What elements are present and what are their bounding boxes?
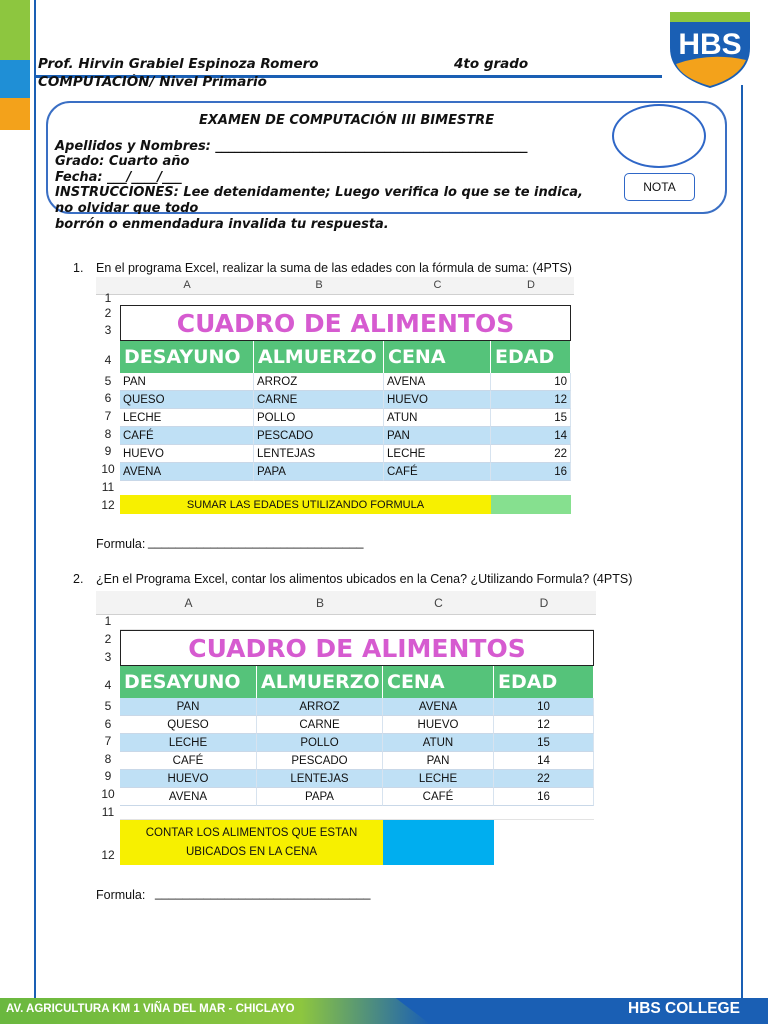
instructions-line-3: borrón o enmendadura invalida tu respuesta. bbox=[55, 217, 389, 232]
row-num: 10 bbox=[101, 462, 115, 476]
subject-label: COMPUTACIÓN/ Nivel Primario bbox=[38, 74, 267, 87]
answer-cell[interactable] bbox=[383, 820, 494, 865]
row-num: 5 bbox=[104, 699, 112, 713]
table-cell: POLLO bbox=[257, 734, 383, 752]
table-cell: 16 bbox=[494, 788, 594, 806]
task-line-1: CONTAR LOS ALIMENTOS QUE ESTAN bbox=[145, 826, 358, 839]
table-cell: 22 bbox=[491, 445, 571, 463]
row-num: 3 bbox=[104, 323, 112, 337]
table-cell: CARNE bbox=[254, 391, 384, 409]
table-cell: QUESO bbox=[120, 391, 254, 409]
table-cell: AVENA bbox=[120, 788, 257, 806]
col-header-c: C bbox=[433, 279, 442, 291]
row-num: 11 bbox=[101, 480, 115, 494]
table-cell: LECHE bbox=[120, 409, 254, 427]
row-num: 9 bbox=[104, 769, 112, 783]
row-num: 9 bbox=[104, 444, 112, 458]
table-cell: PAN bbox=[383, 752, 494, 770]
header-almuerzo: ALMUERZO bbox=[257, 666, 383, 698]
table-cell: 12 bbox=[494, 716, 594, 734]
footer-address: AV. AGRICULTURA KM 1 VIÑA DEL MAR - CHICLAYO bbox=[6, 1003, 295, 1015]
table-cell: HUEVO bbox=[120, 770, 257, 788]
table-cell: 15 bbox=[491, 409, 571, 427]
table-cell: 10 bbox=[494, 698, 594, 716]
q1-text: En el programa Excel, realizar la suma de las edades con la fórmula de suma: (4PTS) bbox=[96, 261, 572, 275]
table-cell: CARNE bbox=[257, 716, 383, 734]
q2-spreadsheet bbox=[96, 591, 596, 869]
right-border-line bbox=[741, 85, 743, 1000]
table-cell: PAN bbox=[120, 373, 254, 391]
q2-formula-label: Formula: bbox=[96, 888, 146, 902]
row-num: 2 bbox=[104, 306, 112, 320]
col-header-b: B bbox=[315, 279, 323, 291]
table-cell: 12 bbox=[491, 391, 571, 409]
table-cell: 16 bbox=[491, 463, 571, 481]
table-cell: 10 bbox=[491, 373, 571, 391]
table-cell: LECHE bbox=[383, 770, 494, 788]
table-cell: ATUN bbox=[383, 734, 494, 752]
col-header-d: D bbox=[539, 596, 549, 610]
sheet-title: CUADRO DE ALIMENTOS bbox=[120, 305, 571, 341]
table-cell: HUEVO bbox=[120, 445, 254, 463]
row-num: 12 bbox=[101, 498, 115, 512]
task-cell-sum: SUMAR LAS EDADES UTILIZANDO FORMULA bbox=[120, 495, 491, 514]
table-cell: 14 bbox=[494, 752, 594, 770]
row-num: 10 bbox=[101, 787, 115, 801]
row-num: 6 bbox=[104, 717, 112, 731]
row-num: 3 bbox=[104, 650, 112, 664]
name-line: Apellidos y Nombres: ________________________________________________ bbox=[55, 139, 528, 154]
header-almuerzo: ALMUERZO bbox=[254, 341, 384, 373]
table-cell: CAFÉ bbox=[120, 427, 254, 445]
row-num: 2 bbox=[104, 632, 112, 646]
hbs-logo bbox=[668, 8, 752, 90]
logo-text: HBS bbox=[678, 28, 742, 61]
row-num: 4 bbox=[104, 678, 112, 692]
table-cell: QUESO bbox=[120, 716, 257, 734]
table-cell: HUEVO bbox=[384, 391, 491, 409]
fecha-line: Fecha: ___/____/___ bbox=[55, 170, 182, 185]
table-cell: ATUN bbox=[384, 409, 491, 427]
row-num: 6 bbox=[104, 391, 112, 405]
task-line-2: UBICADOS EN LA CENA bbox=[185, 845, 317, 858]
row-num: 1 bbox=[104, 291, 112, 303]
left-blue-bar bbox=[0, 60, 30, 98]
sheet-title: CUADRO DE ALIMENTOS bbox=[120, 630, 594, 666]
instructions-line-2: no olvidar que todo bbox=[55, 201, 199, 214]
q1-number: 1. bbox=[73, 261, 84, 275]
table-cell: 15 bbox=[494, 734, 594, 752]
row-num: 8 bbox=[104, 752, 112, 766]
table-cell: ARROZ bbox=[257, 698, 383, 716]
col-header-d: D bbox=[527, 279, 535, 291]
teacher-name: Prof. Hirvin Grabiel Espinoza Romero bbox=[38, 56, 319, 72]
col-header-a: A bbox=[183, 279, 191, 291]
table-cell: AVENA bbox=[384, 373, 491, 391]
row-num: 7 bbox=[104, 409, 112, 423]
table-cell: CAFÉ bbox=[120, 752, 257, 770]
header-cena: CENA bbox=[383, 666, 494, 698]
table-cell: PAPA bbox=[257, 788, 383, 806]
left-border-line bbox=[34, 0, 36, 1000]
row-num: 11 bbox=[101, 805, 115, 819]
row-num: 5 bbox=[104, 374, 112, 388]
row-num: 4 bbox=[104, 353, 112, 367]
left-orange-bar bbox=[0, 98, 30, 130]
footer-college: HBS COLLEGE bbox=[628, 1000, 740, 1017]
table-cell: CAFÉ bbox=[384, 463, 491, 481]
q2-formula-line: _______________________________ bbox=[155, 886, 371, 900]
table-cell: LECHE bbox=[120, 734, 257, 752]
col-header-b: B bbox=[315, 596, 324, 610]
q1-formula-line: _______________________________ bbox=[148, 535, 364, 549]
col-header-c: C bbox=[434, 596, 443, 610]
table-cell: 14 bbox=[491, 427, 571, 445]
task-cell-count bbox=[120, 820, 383, 865]
q2-number: 2. bbox=[73, 572, 84, 586]
exam-title: EXAMEN DE COMPUTACIÓN III BIMESTRE bbox=[199, 113, 495, 128]
table-cell: LECHE bbox=[384, 445, 491, 463]
table-cell: LENTEJAS bbox=[257, 770, 383, 788]
header-edad: EDAD bbox=[494, 666, 594, 698]
row-num: 7 bbox=[104, 734, 112, 748]
table-cell: PAN bbox=[120, 698, 257, 716]
header-edad: EDAD bbox=[491, 341, 571, 373]
table-cell: HUEVO bbox=[383, 716, 494, 734]
grado-line: Grado: Cuarto año bbox=[55, 154, 190, 169]
q1-formula-label: Formula: bbox=[96, 537, 146, 551]
table-cell: AVENA bbox=[383, 698, 494, 716]
header-desayuno: DESAYUNO bbox=[120, 666, 257, 698]
q1-spreadsheet bbox=[96, 277, 574, 517]
header-desayuno: DESAYUNO bbox=[120, 341, 254, 373]
grade-label: 4to grado bbox=[454, 56, 529, 72]
table-cell: PESCADO bbox=[257, 752, 383, 770]
nota-box: NOTA bbox=[624, 173, 695, 201]
left-green-bar bbox=[0, 0, 30, 60]
answer-cell[interactable] bbox=[491, 495, 571, 514]
row-num: 12 bbox=[101, 848, 115, 862]
row-num: 8 bbox=[104, 427, 112, 441]
table-cell: PAPA bbox=[254, 463, 384, 481]
col-header-a: A bbox=[184, 596, 193, 610]
table-cell: ARROZ bbox=[254, 373, 384, 391]
table-cell: CAFÉ bbox=[383, 788, 494, 806]
row-num: 1 bbox=[104, 614, 112, 628]
grade-oval bbox=[612, 104, 706, 168]
table-cell: POLLO bbox=[254, 409, 384, 427]
table-cell: AVENA bbox=[120, 463, 254, 481]
table-cell: PESCADO bbox=[254, 427, 384, 445]
instructions-line-1: INSTRUCCIONES: Lee detenidamente; Luego verifica lo que se te indica, bbox=[55, 185, 583, 200]
table-cell: 22 bbox=[494, 770, 594, 788]
table-cell: PAN bbox=[384, 427, 491, 445]
table-cell: LENTEJAS bbox=[254, 445, 384, 463]
q2-text: ¿En el Programa Excel, contar los alimentos ubicados en la Cena? ¿Utilizando Formula? (4PTS) bbox=[96, 572, 633, 586]
header-cena: CENA bbox=[384, 341, 491, 373]
